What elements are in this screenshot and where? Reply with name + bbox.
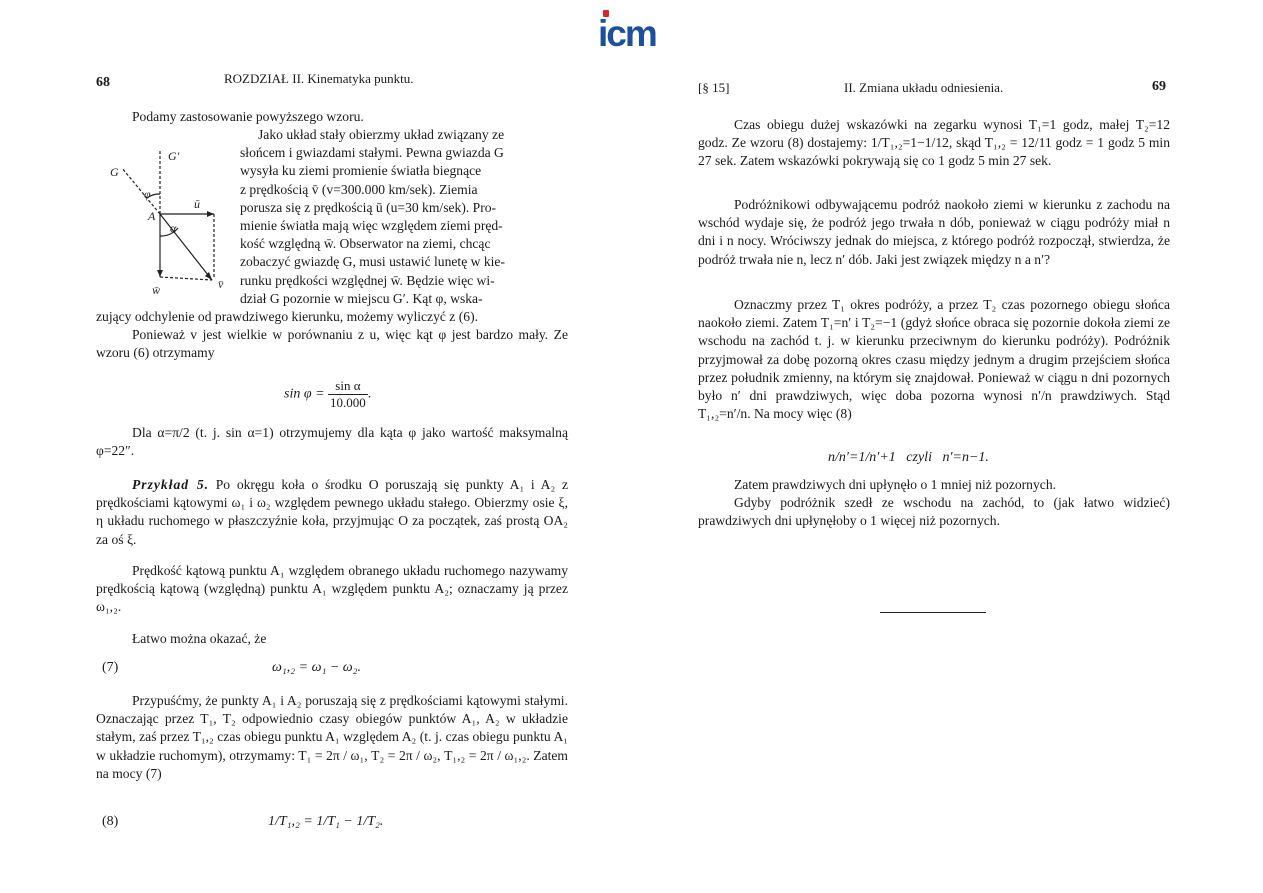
wrap-line: runku prędkości względnej w̄. Będzie więc wi-: [240, 272, 495, 288]
g-line: [122, 168, 160, 214]
example-text: Po okręgu koła o środku O poruszają się punkty A₁ i A₂ z prędkościami kątowymi ω₁ i ω₂ względem pewnego układu stałego. Obierzmy osie ξ, η układu ruchomego w płaszczyźnie koła, przyjmując O za początek, zaś prostą OA₂ za oś ξ.: [96, 477, 568, 547]
fig-label-u: ū: [194, 197, 200, 211]
wrap-line: wysyła ku ziemi promienie światła biegnące: [240, 163, 482, 179]
sin-eq-lhs: sin φ =: [284, 386, 325, 402]
paragraph: Zatem prawdziwych dni upłynęło o 1 mniej niż pozornych.: [734, 477, 1057, 492]
paragraph: Dla α=π/2 (t. j. sin α=1) otrzymujemy dla kąta φ jako wartość maksymalną φ=22″.: [96, 425, 568, 459]
right-page: [698, 0, 1170, 893]
wrapped-paragraph: [240, 126, 568, 308]
eq8-number: (8): [102, 814, 119, 829]
equation-8: [96, 814, 568, 834]
fig-label-a: A: [148, 209, 156, 223]
wrap-line: mienie światła mają więc względem ziemi pręd-: [240, 218, 503, 234]
paragraph: Prędkość kątową punktu A₁ względem obranego układu ruchomego nazywamy prędkością kątową (względną) punktu A₁ względem punktu A₂; oznaczamy ją przez ω₁,₂.: [96, 563, 568, 615]
left-running-head: ROZDZIAŁ II. Kinematyka punktu.: [224, 71, 414, 86]
days-eq-body: n/n′=1/n′+1 czyli n′=n−1.: [828, 450, 989, 465]
paragraph: Czas obiegu dużej wskazówki na zegarku wynosi T₁=1 godz, małej T₂=12 godz. Ze wzoru (8) dostajemy: 1/T₁,₂=1−1/12, skąd T₁,₂ = 12/11 godz = 1 godz 5 min 27 sek. Zatem wskazówki pokrywają się co 1 godz 5 min 27 sek.: [698, 117, 1170, 169]
logo-text: icm: [598, 13, 656, 54]
right-page-number: 69: [1152, 79, 1166, 94]
sin-eq-fraction: [328, 378, 368, 411]
right-running-head: II. Zmiana układu odniesienia.: [844, 80, 1004, 95]
wrap-line: z prędkością v̄ (v=300.000 km/sek). Ziemia: [240, 181, 478, 197]
wrap-line: porusza się z prędkością ū (u=30 km/sek). Pro-: [240, 199, 497, 215]
left-page-number: 68: [96, 75, 110, 90]
sin-eq-denominator: 10.000: [330, 395, 366, 410]
intro-line: Podamy zastosowanie powyższego wzoru.: [132, 109, 364, 124]
fig-label-alpha: α: [170, 221, 177, 235]
paragraph: Gdyby podróżnik szedł ze wschodu na zachód, to (jak łatwo widzieć) prawdziwych dni upłynęłoby o 1 więcej niż pozornych.: [698, 495, 1170, 529]
paragraph-end: zujący odchylenie od prawdziwego kierunku, możemy wyliczyć z (6).: [96, 309, 478, 324]
wrap-line: kość względną w̄. Obserwator na ziemi, chcąc: [240, 236, 491, 252]
eq8-body: 1/T₁,₂ = 1/T₁ − 1/T₂.: [268, 814, 384, 829]
fig-label-g-prime: G′: [168, 149, 180, 163]
sin-equation: [96, 374, 568, 414]
paragraph: Podróżnikowi odbywającemu podróż naokoło ziemi w kierunku z zachodu na wschód wydaje się, że podróż jego trwała n dób, ponieważ w ciągu podróży miał n dni i n nocy. Wróciwszy jednak do miejsca, z którego podróż rozpoczął, stwierdza, że podróż trwała nie n, lecz n′ dób. Jaki jest związek między n a n′?: [698, 197, 1170, 267]
fig-label-v: v̄: [218, 277, 224, 291]
velocity-diagram: [104, 142, 234, 302]
wrap-line: zobaczyć gwiazdę G, musi ustawić lunetę w kie-: [240, 254, 505, 270]
section-ref: [§ 15]: [698, 80, 730, 95]
section-end-rule: [880, 612, 986, 613]
fig-label-w: w̄: [152, 283, 161, 297]
left-page: [96, 0, 568, 893]
sin-eq-numerator: sin α: [328, 378, 368, 395]
paragraph: Ponieważ v jest wielkie w porównaniu z u, więc kąt φ jest bardzo mały. Ze wzoru (6) otrzymamy: [96, 327, 568, 361]
wrap-line: Jako układ stały obierzmy układ związany ze: [258, 127, 505, 142]
fig-label-g: G: [110, 165, 119, 179]
example-label: Przykład 5.: [132, 477, 210, 492]
example-5: [96, 476, 568, 549]
sin-eq-end: .: [367, 386, 372, 402]
equation-7: [96, 660, 568, 680]
paragraph: Przypuśćmy, że punkty A₁ i A₂ poruszają się z prędkościami kątowymi stałymi. Oznaczając przez T₁, T₂ odpowiednio czasy obiegów punktów A₁, A₂ w układzie stałym, zaś przez T₁,₂ czas obiegu punktu A₁ względem A₂ (t. j. czas obiegu punktu A₁ w układzie ruchomym), otrzymamy: T₁ = 2π / ω₁, T₂ = 2π / ω₂, T₁,₂ = 2π / ω₁,₂. Zatem na mocy (7): [96, 693, 568, 781]
eq7-number: (7): [102, 660, 119, 675]
wrap-line: dział G pozornie w miejscu G′. Kąt φ, wska-: [240, 290, 483, 306]
days-equation: [698, 450, 1170, 470]
v-vector: [160, 214, 212, 280]
paragraph: Oznaczmy przez T₁ okres podróży, a przez T₂ czas pozornego obiegu słońca naokoło ziemi. Zatem T₁=n′ i T₂=−1 (gdyż słońce obraca się pozornie dokoła ziemi ze wschodu na zachód t. j. w kierunku przeciwnym do kierunku podróży). Podróżnik przyjmował za dobę pozorną okres czasu między jednym a drugim przejściem słońca przez południk zmienny, na którym się znajdował. Ponieważ w ciągu n dni pozornych było n′ dni prawdziwych, więc doba pozorna wynosi n′/n prawdziwych. Stąd T₁,₂=n′/n. Na mocy więc (8): [698, 297, 1170, 422]
fig-label-phi: φ: [144, 187, 151, 201]
wrap-line: słońcem i gwiazdami stałymi. Pewna gwiazda G: [240, 145, 504, 161]
icm-logo: [598, 8, 676, 56]
paragraph: Łatwo można okazać, że: [132, 631, 267, 646]
eq7-body: ω₁,₂ = ω₁ − ω₂.: [272, 660, 362, 675]
